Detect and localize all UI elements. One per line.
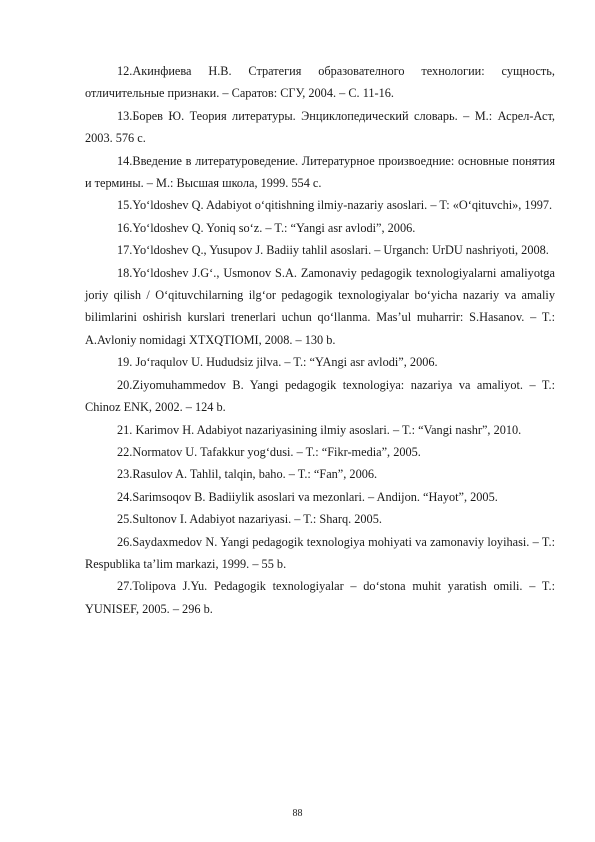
reference-item-19: 19. Jo‘raqulov U. Hududsiz jilva. – T.: “YAngi asr avlodi”, 2006. xyxy=(117,355,438,370)
reference-item-16: 16.Yo‘ldoshev Q. Yoniq so‘z. – T.: “Yangi asr avlodi”, 2006. xyxy=(117,220,416,235)
reference-list xyxy=(85,60,555,620)
reference-item-24: 24.Sarimsoqov B. Badiiylik asoslari va mezonlari. – Andijon. “Hayot”, 2005. xyxy=(117,489,498,504)
reference-item-18: 18.Yo‘ldoshev J.G‘., Usmonov S.A. Zamonaviy pedagogik texnologiyalarni amaliyotga joriy qilish / O‘qituvchilarning ilg‘or pedagogik texnologiyalar bo‘yicha nazariy va amaliy bilimlarini oshirish kurslari trenerlari uchun qo‘llanma. Mas’ul muharrir: S.Hasanov. – T.: A.Avloniy nomidagi XTXQTIOMI, 2008. – 130 b. xyxy=(85,265,555,347)
reference-item-17: 17.Yo‘ldoshev Q., Yusupov J. Badiiy tahlil asoslari. – Urganch: UrDU nashriyoti, 2008. xyxy=(117,243,549,258)
reference-item-26: 26.Saydaxmedov N. Yangi pedagogik texnologiya mohiyati va zamonaviy loyihasi. – T.: Respublika ta’lim markazi, 1999. – 55 b. xyxy=(85,534,555,571)
reference-item-21: 21. Karimov H. Adabiyot nazariyasining ilmiy asoslari. – T.: “Vangi nashr”, 2010. xyxy=(117,422,522,437)
page-number: 88 xyxy=(292,808,303,819)
reference-item-13: 13.Борев Ю. Теория литературы. Энциклопедический словарь. – М.: Асрел-Аст, 2003. 576 с. xyxy=(85,108,555,146)
reference-item-14: 14.Введение в литературоведение. Литературное произвоедние: основные понятия и термины. – М.: Высшая школа, 1999. 554 с. xyxy=(85,153,555,191)
reference-item-27: 27.Tolipova J.Yu. Pedagogik texnologiyalar – do‘stona muhit yaratish omili. – T.: YUNISEF, 2005. – 296 b. xyxy=(85,579,555,616)
reference-item-25: 25.Sultonov I. Adabiyot nazariyasi. – T.: Sharq. 2005. xyxy=(117,512,382,527)
reference-item-20: 20.Ziyomuhammedov B. Yangi pedagogik texnologiya: nazariya va amaliyot. – T.: Chinoz ENK, 2002. – 124 b. xyxy=(85,377,555,415)
reference-item-12: 12.Акинфиева Н.В. Стратегия образователного технологии: сущность, отличительные признаки. – Саратов: СГУ, 2004. – С. 11-16. xyxy=(85,64,555,101)
reference-item-23: 23.Rasulov A. Tahlil, talqin, baho. – T.: “Fan”, 2006. xyxy=(117,467,378,482)
reference-item-15: 15.Yo‘ldoshev Q. Adabiyot o‘qitishning ilmiy-nazariy asoslari. – T: «O‘qituvchi», 1997. xyxy=(117,198,553,213)
reference-item-22: 22.Normatov U. Tafakkur yog‘dusi. – T.: “Fikr-media”, 2005. xyxy=(117,444,421,459)
